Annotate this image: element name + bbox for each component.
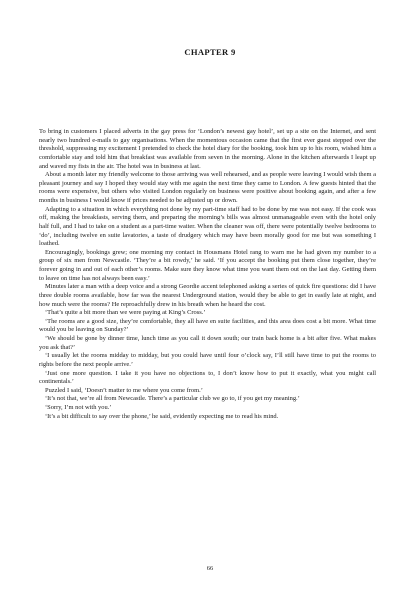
paragraph: Adapting to a situation in which everything not done by my part-time staff had to be done by me was not easy. If the cook was off, making the breakfasts, serving them, and preparing the morning’s bills was almost unmanageable even with the hotel only half full, and I had to take on a student as a part-time waiter. When the cleaner was off, there were potentially twelve bedrooms to ‘do’, including twelve en suite lavatories, a taste of drudgery which may have been morally good for me but was something I loathed. (39, 205, 376, 248)
paragraph: Encouragingly, bookings grew; one morning my contact in Housmans Hotel rang to warn me he had given my number to a group of six men from Newcastle. ‘They’re a bit rowdy,’ he said. ‘If you accept the booking put them close together, they’re forever going in and out of each other’s rooms. Make sure they know what time you want them out on the last day. Getting them to leave on time has not always been easy.’ (39, 248, 376, 282)
paragraph: ‘It’s a bit difficult to say over the phone,’ he said, evidently expecting me to read his mind. (45, 412, 279, 420)
paragraph: About a month later my friendly welcome to those arriving was well rehearsed, and as people were leaving I would wish them a pleasant journey and say I hoped they would stay with me again the next time they came to London. A few guests hinted that the rooms were expensive, but others who visited London regularly on business were positive about booking again, and after a few months in business I would know if prices needed to be adjusted up or down. (39, 171, 376, 204)
paragraph: ‘Sorry, I’m not with you.’ (45, 404, 112, 411)
paragraph: To bring in customers I placed adverts in the gay press for ‘London’s newest gay hotel’, set up a site on the Internet, and sent nearly two hundred e-mails to gay organisations. When the momentous occasion came that the first ever guest stepped over the threshold, suppressing my excitement I pretended to check the hotel diary for the booking, took him up to his room, wished him a comfortable stay and told him that breakfast was available from seven in the morning. Alone in the kitchen afterwards I leapt up and waved my fists in the air. The hotel was in business at last. (39, 128, 376, 170)
paragraph: ‘I usually let the rooms midday to midday, but you could have until four o’clock say, I’ll still have time to put the rooms to rights before the next people arrive.’ (39, 352, 376, 368)
page-number: 66 (206, 565, 214, 572)
chapter-heading: CHAPTER 9 (184, 47, 236, 57)
paragraph: ‘We should be gone by dinner time, lunch time as you call it down south; our train back home is a bit after five. What makes you ask that?’ (39, 335, 376, 351)
paragraph: ‘Just one more question. I take it you have no objections to, I don’t know how to put it exactly, what you might call continentals.’ (39, 369, 376, 386)
paragraph: ‘It’s not that, we’re all from Newcastle. There’s a particular club we go to, if you get my meaning.’ (45, 395, 300, 403)
paragraph: Minutes later a man with a deep voice and a strong Geordie accent telephoned asking a series of quick fire questions: did I have three double rooms available, how far was the nearest Underground station, would they be able to get in easily late at night, and how much were the rooms? He reproachfully drew in his breath when he heard the cost. (39, 283, 376, 308)
paragraph: ‘That’s quite a bit more than we were paying at King’s Cross.’ (45, 309, 206, 317)
paragraph: Puzzled I said, ‘Doesn’t matter to me where you come from.’ (45, 386, 203, 394)
paragraph: ‘The rooms are a good size, they’re comfortable, they all have en suite facilities, and this area does cost a bit more. What time would you be leaving on Sunday?’ (39, 317, 376, 334)
chapter-body (39, 128, 376, 421)
